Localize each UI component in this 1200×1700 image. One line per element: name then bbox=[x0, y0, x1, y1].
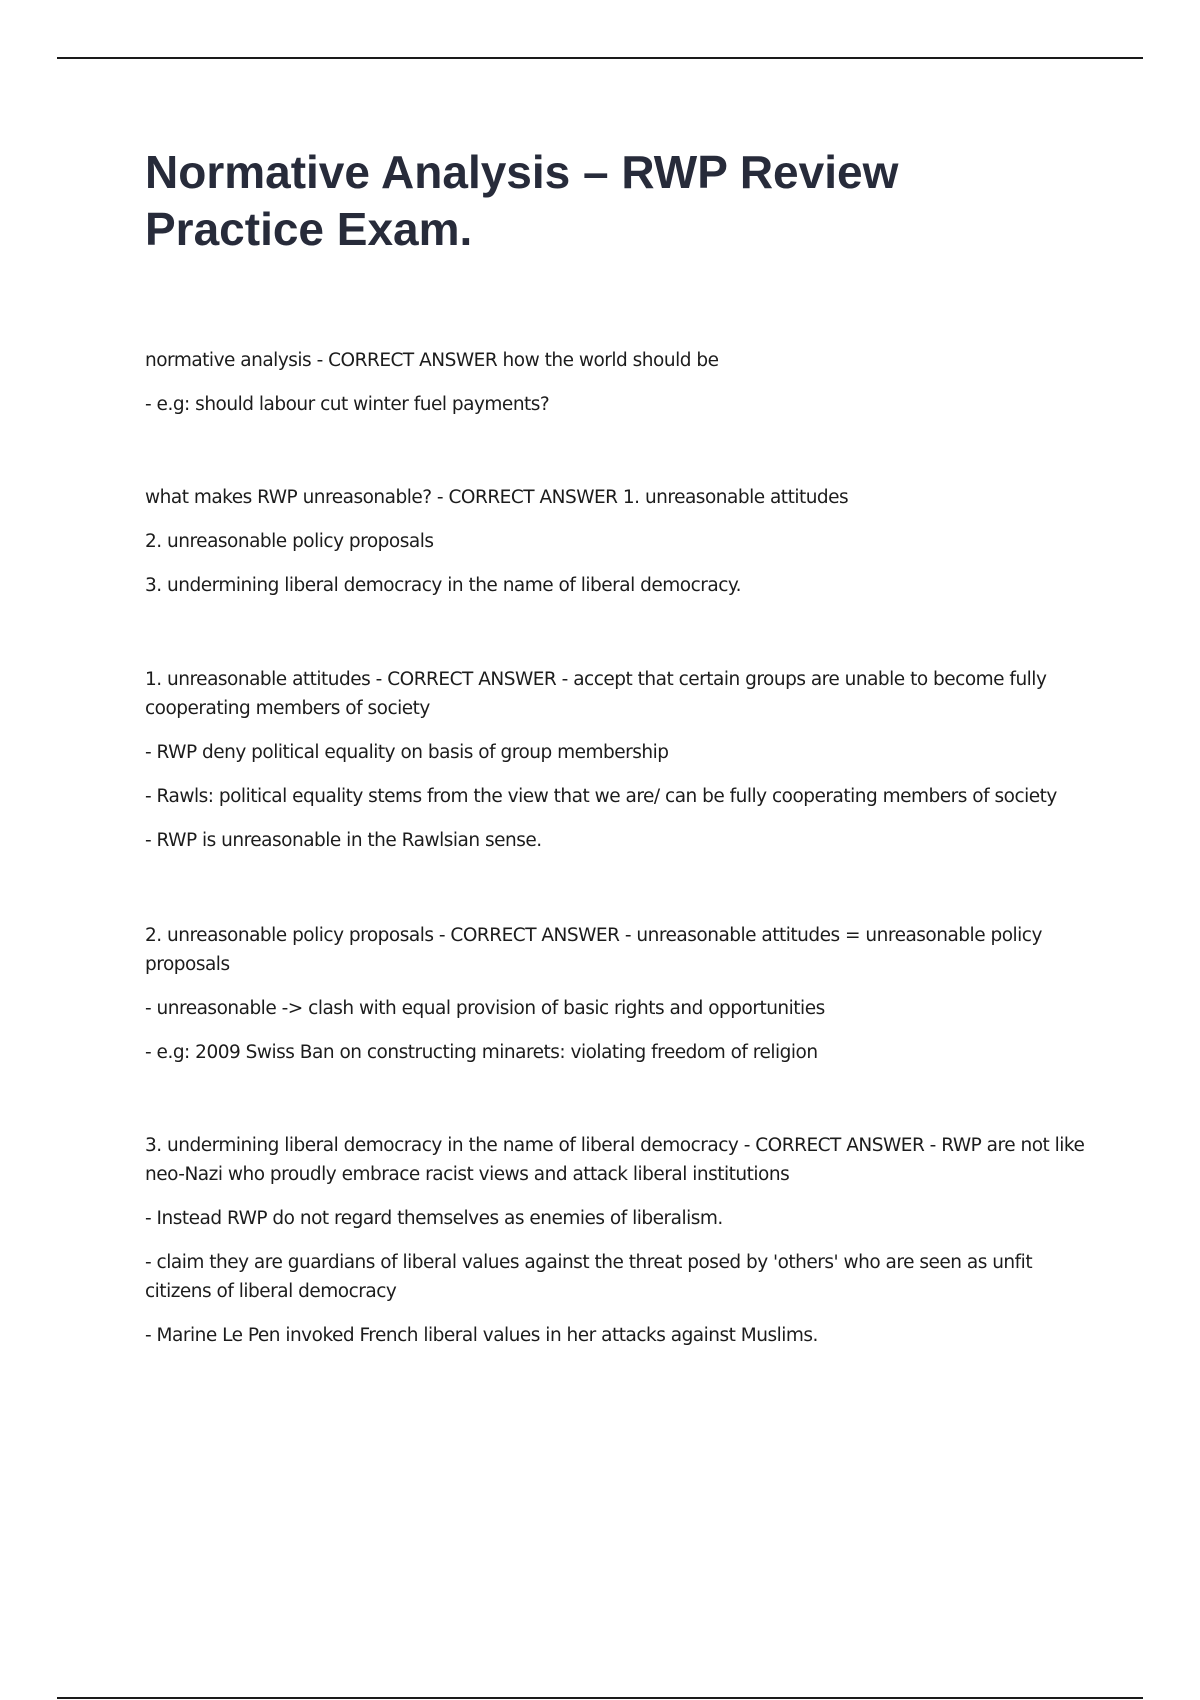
qa-line: - Rawls: political equality stems from the view that we are/ can be fully cooperating members of society bbox=[145, 786, 1057, 807]
qa-block-normative-analysis bbox=[145, 346, 1085, 434]
qa-line: 3. undermining liberal democracy in the name of liberal democracy - CORRECT ANSWER - RWP are not like neo-Nazi who proudly embrace racist views and attack liberal institutions bbox=[145, 1135, 1085, 1185]
top-rule bbox=[57, 57, 1143, 59]
qa-line: - RWP deny political equality on basis of group membership bbox=[145, 742, 669, 763]
qa-line: 1. unreasonable attitudes - CORRECT ANSWER - accept that certain groups are unable to become fully cooperating members of society bbox=[145, 669, 1047, 719]
qa-line: - e.g: 2009 Swiss Ban on constructing minarets: violating freedom of religion bbox=[145, 1042, 818, 1063]
qa-line: - e.g: should labour cut winter fuel payments? bbox=[145, 394, 550, 415]
qa-line: - RWP is unreasonable in the Rawlsian sense. bbox=[145, 830, 542, 851]
qa-line: - claim they are guardians of liberal values against the threat posed by 'others' who are seen as unfit citizens of liberal democracy bbox=[145, 1252, 1033, 1302]
qa-line: 3. undermining liberal democracy in the name of liberal democracy. bbox=[145, 575, 742, 596]
qa-block-undermining-liberal-democracy bbox=[145, 1131, 1085, 1365]
qa-line: what makes RWP unreasonable? - CORRECT ANSWER 1. unreasonable attitudes bbox=[145, 487, 849, 508]
qa-line: 2. unreasonable policy proposals bbox=[145, 531, 434, 552]
bottom-rule bbox=[57, 1697, 1143, 1699]
qa-line: - unreasonable -> clash with equal provision of basic rights and opportunities bbox=[145, 998, 825, 1019]
qa-line: 2. unreasonable policy proposals - CORRECT ANSWER - unreasonable attitudes = unreasonable policy proposals bbox=[145, 925, 1042, 975]
qa-block-what-makes-rwp-unreasonable bbox=[145, 483, 1085, 615]
qa-block-unreasonable-attitudes bbox=[145, 665, 1085, 870]
qa-block-unreasonable-policy-proposals bbox=[145, 921, 1085, 1082]
document-title: Normative Analysis – RWP Review Practice Exam. bbox=[145, 146, 899, 255]
qa-line: - Instead RWP do not regard themselves as enemies of liberalism. bbox=[145, 1208, 723, 1229]
qa-line: normative analysis - CORRECT ANSWER how the world should be bbox=[145, 350, 719, 371]
qa-line: - Marine Le Pen invoked French liberal values in her attacks against Muslims. bbox=[145, 1325, 818, 1346]
